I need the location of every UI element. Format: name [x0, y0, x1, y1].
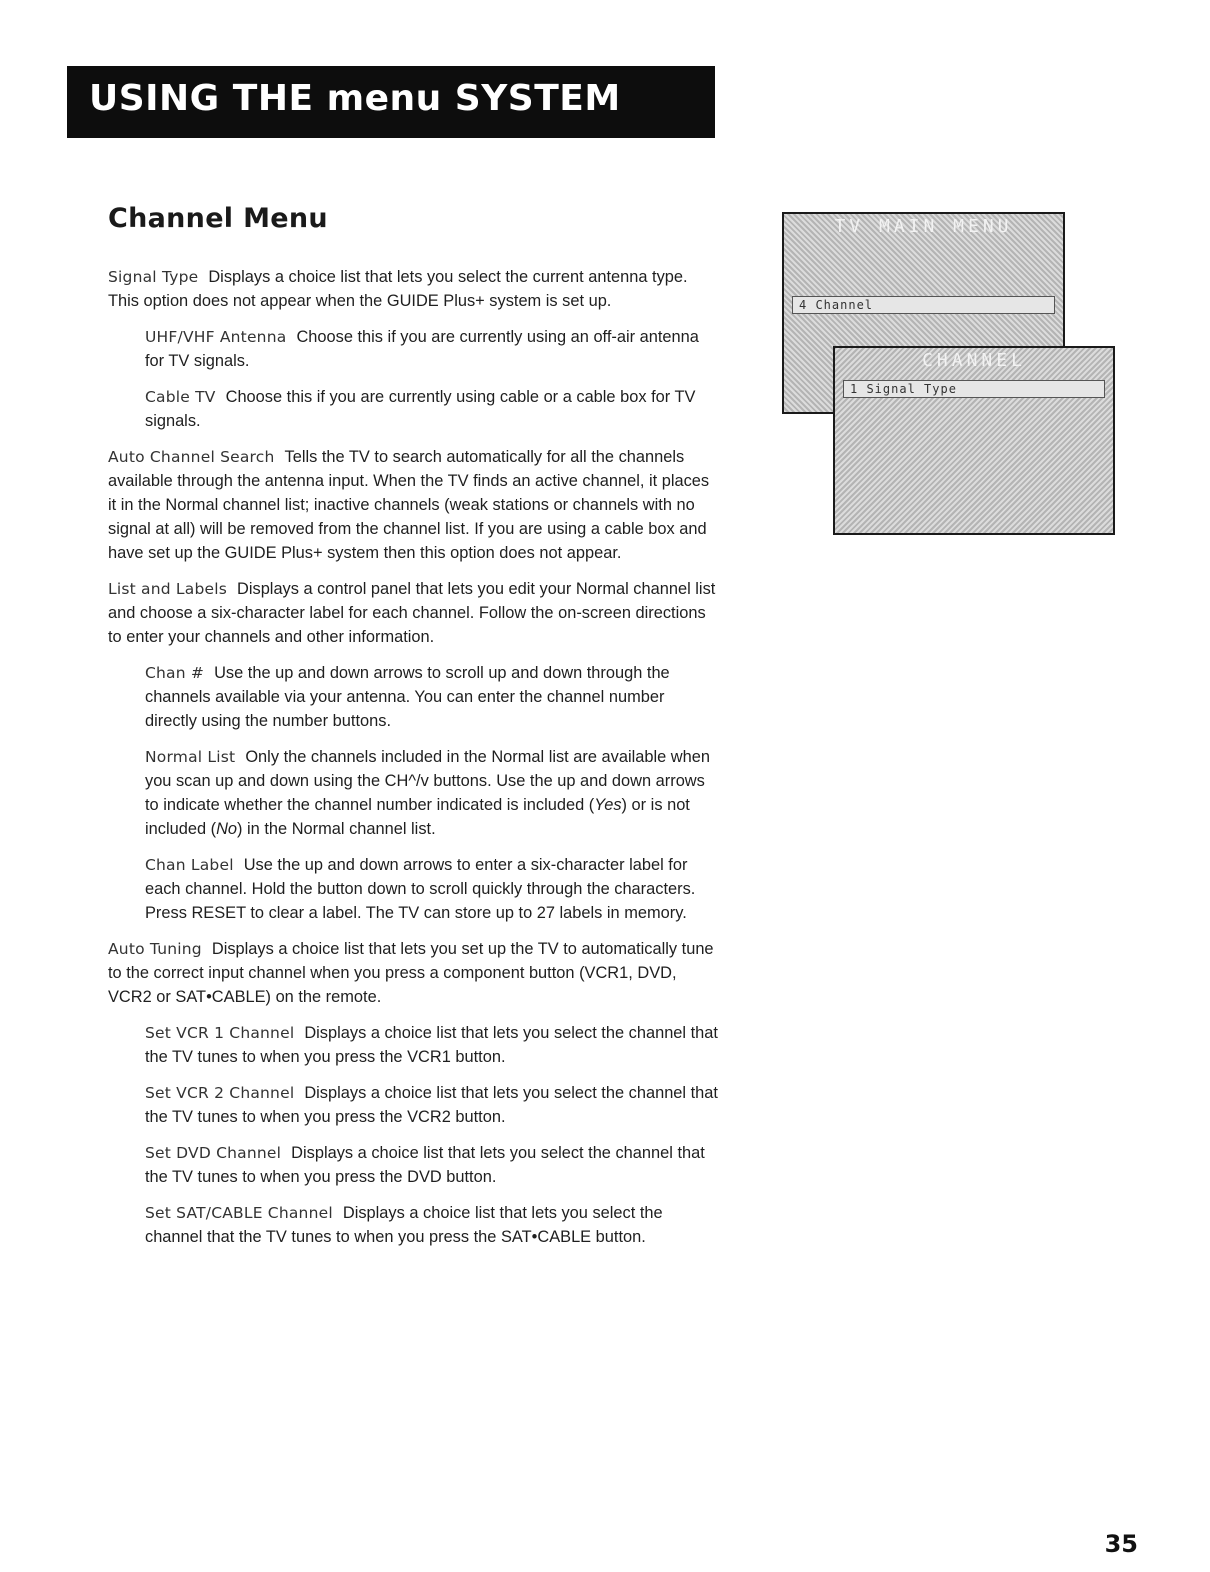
entry-term: Auto Channel Search: [108, 448, 275, 466]
entry-text: Displays a choice list that lets you set up the TV to automatically tune to the correct input channel when you press a component button (VCR1, DVD, VCR2 or SAT•CABLE) on the remote.: [108, 940, 714, 1006]
entry-term: Set DVD Channel: [145, 1144, 282, 1162]
banner-title: USING THE menu SYSTEM: [89, 78, 621, 119]
entry-auto-channel-search: [108, 445, 718, 565]
entry-term: Normal List: [145, 748, 236, 766]
entry-term: Set SAT/CABLE Channel: [145, 1204, 333, 1222]
entry-term: List and Labels: [108, 580, 228, 598]
entry-text: Tells the TV to search automatically for all the channels available through the antenna input. When the TV finds an active channel, it places it in the Normal channel list; inactive channels (weak stations or channels with no signal at all) will be removed from the channel list. If you are using a cable box and have set up the GUIDE Plus+ system then this option does not appear.: [108, 448, 710, 562]
entry-list-and-labels: [108, 577, 718, 649]
channel-menu-title: CHANNEL: [922, 350, 1026, 371]
section-title: Channel Menu: [108, 203, 328, 234]
entry-term: Chan #: [145, 664, 205, 682]
entry-chan-label: [145, 853, 718, 925]
entry-term: Cable TV: [145, 388, 216, 406]
entry-text: Displays a choice list that lets you select the channel that the TV tunes to when you press the VCR1 button.: [145, 1024, 718, 1066]
channel-menu-description: [108, 265, 718, 1261]
entry-text: ) in the Normal channel list.: [237, 820, 436, 838]
entry-set-vcr1-channel: [145, 1021, 718, 1069]
entry-text: Displays a choice list that lets you select the channel that the TV tunes to when you press the VCR2 button.: [145, 1084, 718, 1126]
channel-menu-screen: [833, 346, 1115, 535]
entry-set-sat-cable-channel: [145, 1201, 718, 1249]
entry-text: Displays a choice list that lets you select the channel that the TV tunes to when you press the SAT•CABLE button.: [145, 1204, 663, 1246]
entry-text-yes: Yes: [594, 796, 622, 814]
entry-auto-tuning: [108, 937, 718, 1009]
entry-text: Choose this if you are currently using an off-air antenna for TV signals.: [145, 328, 699, 370]
entry-signal-type: [108, 265, 718, 313]
entry-text: Displays a control panel that lets you edit your Normal channel list and choose a six-character label for each channel. Follow the on-screen directions to enter your channels and other information.: [108, 580, 716, 646]
main-menu-title: TV MAIN MENU: [834, 216, 1013, 237]
entry-text: Use the up and down arrows to enter a six-character label for each channel. Hold the button down to scroll quickly through the characters. Press RESET to clear a label. The TV can store up to 27 labels in memory.: [145, 856, 696, 922]
entry-term: Set VCR 2 Channel: [145, 1084, 295, 1102]
channel-menu-selected-item: 1 Signal Type: [843, 380, 1105, 398]
entry-chan-number: [145, 661, 718, 733]
entry-text: Displays a choice list that lets you select the current antenna type. This option does not appear when the GUIDE Plus+ system is set up.: [108, 268, 688, 310]
section-banner: [67, 66, 715, 138]
entry-term: UHF/VHF Antenna: [145, 328, 287, 346]
entry-text: ) or is not included (: [145, 796, 690, 838]
entry-term: Set VCR 1 Channel: [145, 1024, 295, 1042]
entry-text: Choose this if you are currently using cable or a cable box for TV signals.: [145, 388, 696, 430]
entry-text: Displays a choice list that lets you select the channel that the TV tunes to when you press the DVD button.: [145, 1144, 705, 1186]
main-menu-selected-item: 4 Channel: [792, 296, 1055, 314]
entry-term: Signal Type: [108, 268, 199, 286]
entry-text-no: No: [216, 820, 238, 838]
entry-cable-tv: [145, 385, 718, 433]
entry-term: Chan Label: [145, 856, 234, 874]
entry-set-vcr2-channel: [145, 1081, 718, 1129]
entry-set-dvd-channel: [145, 1141, 718, 1189]
entry-normal-list: [145, 745, 718, 841]
entry-uhf-vhf-antenna: [145, 325, 718, 373]
entry-text: Use the up and down arrows to scroll up and down through the channels available via your antenna. You can enter the channel number directly using the number buttons.: [145, 664, 670, 730]
entry-term: Auto Tuning: [108, 940, 202, 958]
page-number: 35: [1104, 1530, 1138, 1558]
entry-text: Only the channels included in the Normal list are available when you scan up and down using the CH^/v buttons. Use the up and down arrows to indicate whether the channel number indicated is included (: [145, 748, 710, 814]
